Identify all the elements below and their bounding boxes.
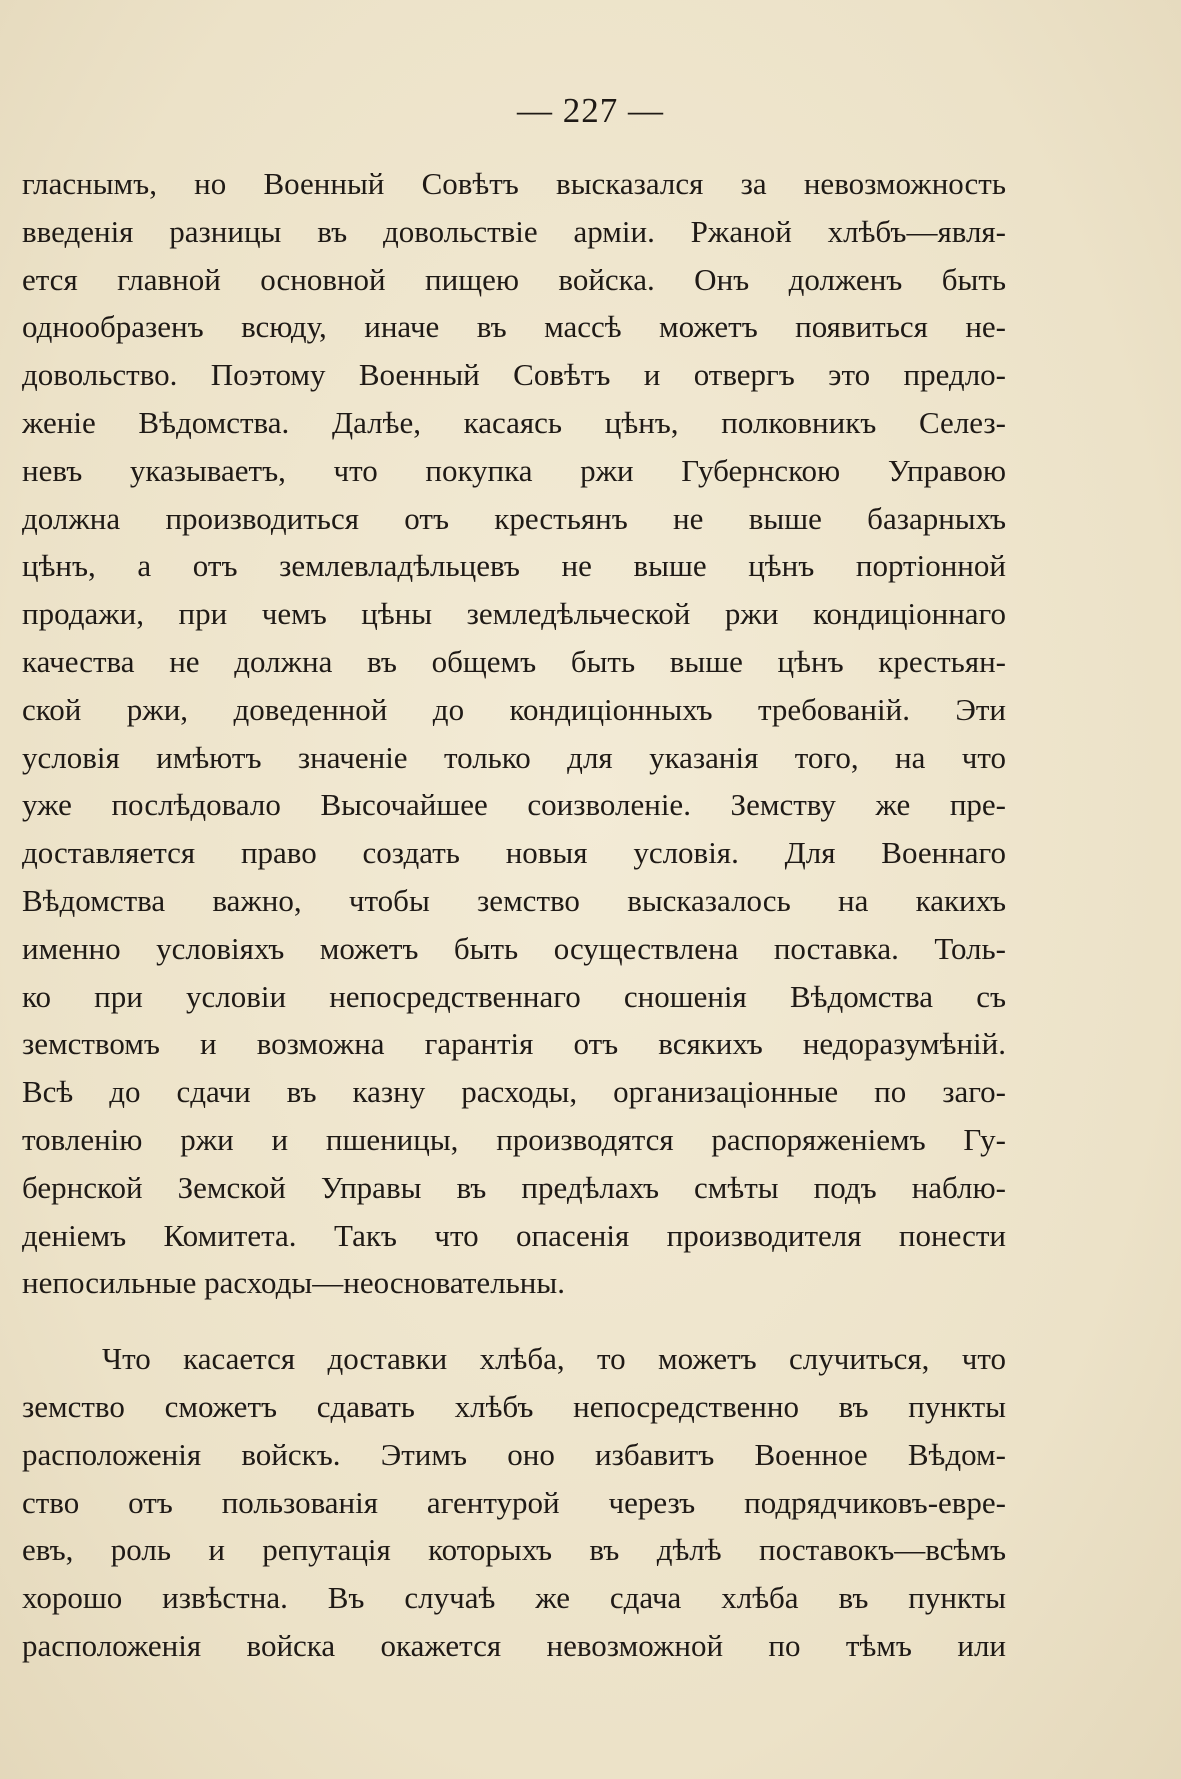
paragraph-2 [22, 1335, 1006, 1670]
text-line: земствомъ и возможна гарантія отъ всякихъ недоразумѣній. [22, 1026, 1006, 1062]
text-line: гласнымъ, но Военный Совѣтъ высказался за невозможность [22, 166, 1006, 201]
text-line: доставляется право создать новыя условія. Для Военнаго [22, 835, 1006, 871]
text-line: расположенія войска окажется невозможной по тѣмъ или [22, 1627, 1006, 1663]
text-line: непосильные расходы—неосновательны. [22, 1265, 565, 1301]
text-line: ство отъ пользованія агентурой черезъ подрядчиковъ-евре- [22, 1484, 1006, 1520]
body-text [22, 160, 1006, 1670]
text-line: земство сможетъ сдавать хлѣбъ непосредственно въ пункты [22, 1388, 1006, 1424]
text-line: евъ, роль и репутація которыхъ въ дѣлѣ поставокъ—всѣмъ [22, 1532, 1006, 1568]
text-line: Всѣ до сдачи въ казну расходы, организаціонные по заго- [22, 1074, 1006, 1110]
text-line: уже послѣдовало Высочайшее соизволеніе. Земству же пре- [22, 787, 1006, 823]
text-line: введенія разницы въ довольствіе арміи. Ржаной хлѣбъ—явля- [22, 213, 1006, 249]
text-line: условія имѣютъ значеніе только для указанія того, на что [22, 739, 1006, 775]
paragraph-gap [22, 1307, 1006, 1335]
text-line: ко при условіи непосредственнаго сношенія Вѣдомства съ [22, 978, 1006, 1014]
text-line: Что касается доставки хлѣба, то можетъ случиться, что [102, 1341, 1006, 1377]
text-line: продажи, при чемъ цѣны земледѣльческой ржи кондиціоннаго [22, 596, 1006, 632]
paragraph-1 [22, 160, 1006, 1307]
text-line: должна производиться отъ крестьянъ не выше базарныхъ [22, 500, 1006, 536]
text-line: ской ржи, доведенной до кондиціонныхъ требованій. Эти [22, 691, 1006, 727]
text-line: довольство. Поэтому Военный Совѣтъ и отвергъ это предло- [22, 357, 1006, 393]
text-line: деніемъ Комитета. Такъ что опасенія производителя понести [22, 1217, 1006, 1253]
text-line: женіе Вѣдомства. Далѣе, касаясь цѣнъ, полковникъ Селез- [22, 404, 1006, 440]
text-line: ется главной основной пищею войска. Онъ долженъ быть [22, 261, 1006, 297]
text-line: именно условіяхъ можетъ быть осуществлена поставка. Толь- [22, 930, 1006, 966]
text-line: хорошо извѣстна. Въ случаѣ же сдача хлѣба въ пункты [22, 1580, 1006, 1616]
text-line: Вѣдомства важно, чтобы земство высказалось на какихъ [22, 882, 1006, 918]
text-line: качества не должна въ общемъ быть выше цѣнъ крестьян- [22, 643, 1006, 679]
text-line: товленію ржи и пшеницы, производятся распоряженіемъ Гу- [22, 1121, 1006, 1157]
text-line: цѣнъ, а отъ землевладѣльцевъ не выше цѣнъ портіонной [22, 548, 1006, 584]
text-line: однообразенъ всюду, иначе въ массѣ можетъ появиться не- [22, 309, 1006, 345]
text-line: невъ указываетъ, что покупка ржи Губернскою Управою [22, 452, 1006, 488]
text-line: расположенія войскъ. Этимъ оно избавитъ Военное Вѣдом- [22, 1436, 1006, 1472]
page-number: — 227 — [517, 91, 664, 130]
text-line: бернской Земской Управы въ предѣлахъ смѣты подъ наблю- [22, 1169, 1006, 1205]
